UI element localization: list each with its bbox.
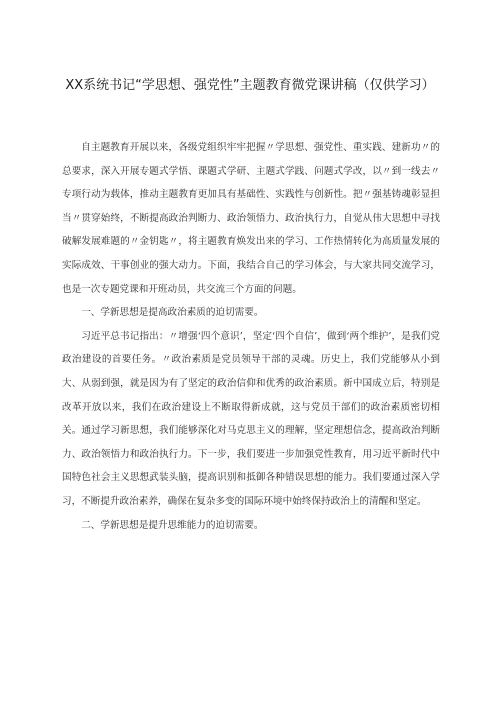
document-title: XX系统书记“学思想、强党性”主题教育微党课讲稿（仅供学习）: [65, 78, 435, 93]
intro-paragraph: 自主题教育开展以来，各级党组织牢牢把握〃学思想、强党性、重实践、建新功〃的总要求，深入开展专题式学悟、课题式学研、主题式学践、问题式学改，以〃到一线去〃专项行动为载体，推动主题教育更加具有基础性、实践性与创新性。把〃强基铸魂彰显担当〃贯穿始终，不断提高政治判断力、政治领悟力、政治执行力，自觉从伟大思想中寻找破解发展难题的〃金钥匙〃，将主题教育焕发出来的学习、工作热情转化为高质量发展的实际成效、干事创业的强大动力。下面，我结合自己的学习体会，与大家共同交流学习，也是一次专题党课和开班动员，共交流三个方面的问题。: [62, 142, 440, 295]
section-heading-2: 二、学新思想是提升思维能力的迫切需要。: [81, 519, 264, 531]
section-1-paragraph: 习近平总书记指出：〃增强‘四个意识’，坚定‘四个自信’，做到‘两个维护’，是我们党政治建设的首要任务。〃政治素质是党员领导干部的灵魂。历史上，我们党能够从小到大、从弱到强，就是因为有了坚定的政治信仰和优秀的政治素质。新中国成立后，特别是改革开放以来，我们在政治建设上不断取得新成就，这与党员干部们的政治素质密切相关。通过学习新思想，我们能够深化对马克思主义的理解，坚定理想信念，提高政治判断力、政治领悟力和政治执行力。下一步，我们要进一步加强党性教育，用习近平新时代中国特色社会主义思想武装头脑，提高识别和抵御各种错误思想的能力。我们要通过深入学习，不断提升政治素养，确保在复杂多变的国际环境中始终保持政治上的清醒和坚定。: [62, 330, 440, 507]
section-heading-1: 一、学新思想是提高政治素质的迫切需要。: [81, 307, 264, 319]
document-body: [62, 136, 440, 537]
